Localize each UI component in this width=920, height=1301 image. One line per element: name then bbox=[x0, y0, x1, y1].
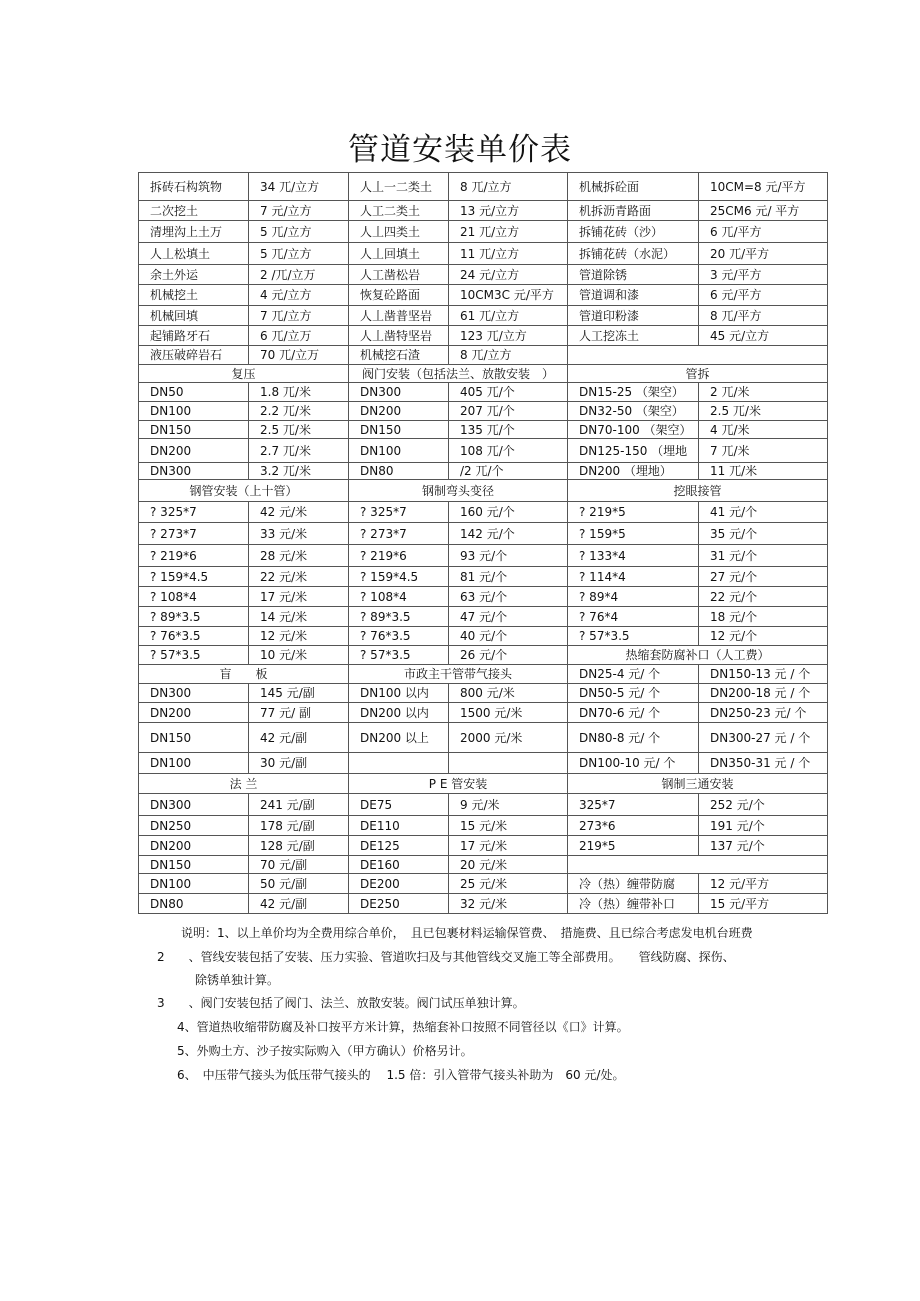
table-cell: 2.5 兀/米 bbox=[699, 402, 828, 421]
table-cell: 人工挖冻土 bbox=[568, 326, 699, 346]
table-cell: 40 元/个 bbox=[449, 627, 568, 646]
section-header-row bbox=[139, 665, 828, 684]
table-cell: ? 57*3.5 bbox=[349, 646, 449, 665]
table-row bbox=[139, 502, 828, 523]
section-title: 法 兰 bbox=[139, 774, 349, 794]
table-row bbox=[139, 243, 828, 265]
table-cell: ? 325*7 bbox=[139, 502, 249, 523]
table-cell: 70 兀/立万 bbox=[249, 346, 349, 365]
table-cell: 137 元/个 bbox=[699, 836, 828, 856]
table-cell: 拆砖石构筑物 bbox=[139, 173, 249, 201]
table-cell: DN200-18 元 / 个 bbox=[699, 684, 828, 703]
table-cell: DE250 bbox=[349, 894, 449, 914]
table-cell: 191 元/个 bbox=[699, 816, 828, 836]
table-cell: 人工二类土 bbox=[349, 201, 449, 221]
table-row bbox=[139, 383, 828, 402]
section-title: 市政主干管带气接头 bbox=[349, 665, 568, 684]
table-cell: 2 /兀/立万 bbox=[249, 265, 349, 285]
table-cell: DN100-10 元/ 个 bbox=[568, 753, 699, 774]
table-row bbox=[139, 173, 828, 201]
table-cell: 5 兀/立方 bbox=[249, 243, 349, 265]
table-row bbox=[139, 816, 828, 836]
table-row bbox=[139, 285, 828, 306]
table-cell: 14 元/米 bbox=[249, 607, 349, 627]
table-cell: 178 元/副 bbox=[249, 816, 349, 836]
table-cell: DE75 bbox=[349, 794, 449, 816]
table-cell: DN200 以内 bbox=[349, 703, 449, 723]
table-cell: 起铺路牙石 bbox=[139, 326, 249, 346]
table-cell: 15 元/米 bbox=[449, 816, 568, 836]
table-cell: DN100 bbox=[349, 439, 449, 463]
table-cell: ? 159*5 bbox=[568, 523, 699, 545]
table-cell: ? 159*4.5 bbox=[349, 567, 449, 587]
note-line: 6、 中压带气接头为低压带气接头的 1.5 倍：引入管带气接头补助为 60 元/处。 bbox=[177, 1068, 625, 1082]
price-table bbox=[138, 172, 828, 914]
table-cell: 18 元/个 bbox=[699, 607, 828, 627]
table-row bbox=[139, 201, 828, 221]
table-cell: 2 兀/米 bbox=[699, 383, 828, 402]
table-row bbox=[139, 894, 828, 914]
table-cell bbox=[568, 856, 828, 874]
table-cell: 15 元/平方 bbox=[699, 894, 828, 914]
table-cell: 42 元/副 bbox=[249, 894, 349, 914]
table-cell: DN200 bbox=[349, 402, 449, 421]
table-row bbox=[139, 306, 828, 326]
note-line: 说明：1、以上单价均为全费用综合单价， 且已包裹材料运输保管费、 措施费、且已综合考虑发电机台班费 bbox=[181, 926, 753, 940]
table-cell: 液压破碎岩石 bbox=[139, 346, 249, 365]
table-cell: 7 兀/立方 bbox=[249, 306, 349, 326]
table-cell: 5 兀/立方 bbox=[249, 221, 349, 243]
table-cell: 13 元/立方 bbox=[449, 201, 568, 221]
table-cell: ? 89*4 bbox=[568, 587, 699, 607]
table-cell: 30 元/副 bbox=[249, 753, 349, 774]
table-cell: DN100 以内 bbox=[349, 684, 449, 703]
table-row bbox=[139, 523, 828, 545]
table-row bbox=[139, 836, 828, 856]
table-cell: 冷（热）缠带防腐 bbox=[568, 874, 699, 894]
table-cell: 机械拆砼面 bbox=[568, 173, 699, 201]
table-cell: DN300-27 元 / 个 bbox=[699, 723, 828, 753]
table-cell: 42 元/副 bbox=[249, 723, 349, 753]
table-cell: DN25-4 元/ 个 bbox=[568, 665, 699, 684]
table-cell: 135 兀/个 bbox=[449, 421, 568, 439]
table-cell: ? 108*4 bbox=[349, 587, 449, 607]
table-cell: 8 兀/立方 bbox=[449, 173, 568, 201]
table-cell: DN50-5 元/ 个 bbox=[568, 684, 699, 703]
table-cell: DN300 bbox=[139, 463, 249, 480]
table-cell: 252 元/个 bbox=[699, 794, 828, 816]
note-line: 4、管道热收缩带防腐及补口按平方米计算，热缩套补口按照不同管径以《口》计算。 bbox=[177, 1020, 629, 1034]
table-cell: DN50 bbox=[139, 383, 249, 402]
table-cell: 81 元/个 bbox=[449, 567, 568, 587]
table-row bbox=[139, 346, 828, 365]
table-row bbox=[139, 326, 828, 346]
table-cell: 207 兀/个 bbox=[449, 402, 568, 421]
table-cell: ? 57*3.5 bbox=[568, 627, 699, 646]
table-cell: 11 兀/米 bbox=[699, 463, 828, 480]
table-cell: 12 元/米 bbox=[249, 627, 349, 646]
table-cell: ? 76*3.5 bbox=[139, 627, 249, 646]
table-cell: 拆铺花砖（沙） bbox=[568, 221, 699, 243]
table-cell: 拆铺花砖（水泥） bbox=[568, 243, 699, 265]
table-cell: DN200 bbox=[139, 439, 249, 463]
table-cell: ? 133*4 bbox=[568, 545, 699, 567]
table-cell: 93 元/个 bbox=[449, 545, 568, 567]
table-cell: DN70-100 （架空） bbox=[568, 421, 699, 439]
table-cell: ? 76*4 bbox=[568, 607, 699, 627]
section-title: 挖眼接管 bbox=[568, 480, 828, 502]
table-cell: 二次挖土 bbox=[139, 201, 249, 221]
table-cell: 70 元/副 bbox=[249, 856, 349, 874]
table-cell: DN150-13 元 / 个 bbox=[699, 665, 828, 684]
table-cell: 7 元/立方 bbox=[249, 201, 349, 221]
table-cell: DN80 bbox=[349, 463, 449, 480]
table-cell: 8 兀/立方 bbox=[449, 346, 568, 365]
table-cell: ? 114*4 bbox=[568, 567, 699, 587]
table-cell: 3.2 兀/米 bbox=[249, 463, 349, 480]
table-cell: 人丄松填土 bbox=[139, 243, 249, 265]
table-cell: DN80-8 元/ 个 bbox=[568, 723, 699, 753]
table-cell: ? 325*7 bbox=[349, 502, 449, 523]
table-cell: ? 57*3.5 bbox=[139, 646, 249, 665]
table-cell: 47 元/个 bbox=[449, 607, 568, 627]
table-cell: DN350-31 元 / 个 bbox=[699, 753, 828, 774]
table-cell: 145 元/副 bbox=[249, 684, 349, 703]
table-cell: 50 元/副 bbox=[249, 874, 349, 894]
table-row bbox=[139, 567, 828, 587]
table-cell: 机械挖石渣 bbox=[349, 346, 449, 365]
table-cell: 3 元/平方 bbox=[699, 265, 828, 285]
section-title: 钢管安装（上十管） bbox=[139, 480, 349, 502]
table-cell: DE200 bbox=[349, 874, 449, 894]
table-cell: 2000 元/米 bbox=[449, 723, 568, 753]
section-title: 盲 板 bbox=[139, 665, 349, 684]
table-cell: DN70-6 元/ 个 bbox=[568, 703, 699, 723]
table-cell: DN250-23 元/ 个 bbox=[699, 703, 828, 723]
table-cell: ? 159*4.5 bbox=[139, 567, 249, 587]
table-cell: 31 元/个 bbox=[699, 545, 828, 567]
table-cell: DN300 bbox=[349, 383, 449, 402]
table-row bbox=[139, 627, 828, 646]
table-cell: 10CM3C 元/平方 bbox=[449, 285, 568, 306]
table-cell: 机拆沥青路面 bbox=[568, 201, 699, 221]
table-cell: 142 元/个 bbox=[449, 523, 568, 545]
table-cell: DN200 以上 bbox=[349, 723, 449, 753]
table-row bbox=[139, 753, 828, 774]
table-cell: 123 兀/立方 bbox=[449, 326, 568, 346]
table-cell: 61 兀/立方 bbox=[449, 306, 568, 326]
table-cell: 12 元/平方 bbox=[699, 874, 828, 894]
table-cell: 2.7 兀/米 bbox=[249, 439, 349, 463]
table-row bbox=[139, 794, 828, 816]
section-title: 钢制弯头变径 bbox=[349, 480, 568, 502]
table-cell: 219*5 bbox=[568, 836, 699, 856]
table-cell: DN150 bbox=[139, 421, 249, 439]
table-cell: 2.2 兀/米 bbox=[249, 402, 349, 421]
table-cell: 人丄凿普坚岩 bbox=[349, 306, 449, 326]
table-cell: 7 兀/米 bbox=[699, 439, 828, 463]
table-cell: 20 元/米 bbox=[449, 856, 568, 874]
note-line: 5、外购土方、沙子按实际购入（甲方确认）价格另计。 bbox=[177, 1044, 473, 1058]
section-header-row bbox=[139, 365, 828, 383]
table-cell: 25 元/米 bbox=[449, 874, 568, 894]
table-cell: 机械挖土 bbox=[139, 285, 249, 306]
table-cell: 冷（热）缠带补口 bbox=[568, 894, 699, 914]
table-row bbox=[139, 265, 828, 285]
table-cell: ? 219*6 bbox=[139, 545, 249, 567]
table-cell: 管道印粉漆 bbox=[568, 306, 699, 326]
table-row bbox=[139, 856, 828, 874]
table-cell: 63 元/个 bbox=[449, 587, 568, 607]
table-cell: 1.8 兀/米 bbox=[249, 383, 349, 402]
table-cell: 人丄凿特坚岩 bbox=[349, 326, 449, 346]
note-line: 2 、管线安装包括了安装、压力实验、管道吹扫及与其他管线交叉施工等全部费用。 管线防腐、探伤、 bbox=[157, 950, 735, 964]
table-cell: 17 元/米 bbox=[249, 587, 349, 607]
table-cell: ? 273*7 bbox=[349, 523, 449, 545]
section-title: 管拆 bbox=[568, 365, 828, 383]
table-cell: 人丄一二类土 bbox=[349, 173, 449, 201]
table-cell: ? 219*6 bbox=[349, 545, 449, 567]
table-cell: DN150 bbox=[139, 856, 249, 874]
section-header-row bbox=[139, 480, 828, 502]
table-row bbox=[139, 607, 828, 627]
table-cell: 12 元/个 bbox=[699, 627, 828, 646]
table-cell: ? 89*3.5 bbox=[139, 607, 249, 627]
table-cell: DN100 bbox=[139, 402, 249, 421]
table-cell: DE110 bbox=[349, 816, 449, 836]
table-cell: ? 76*3.5 bbox=[349, 627, 449, 646]
table-cell: 6 兀/平方 bbox=[699, 221, 828, 243]
table-cell: DN100 bbox=[139, 753, 249, 774]
table-cell: 160 元/个 bbox=[449, 502, 568, 523]
table-cell: 恢复砼路面 bbox=[349, 285, 449, 306]
table-cell: ? 273*7 bbox=[139, 523, 249, 545]
table-cell: 2.5 兀/米 bbox=[249, 421, 349, 439]
table-cell: 人丄四类土 bbox=[349, 221, 449, 243]
table-cell: 41 元/个 bbox=[699, 502, 828, 523]
table-cell: 20 兀/平方 bbox=[699, 243, 828, 265]
table-cell bbox=[449, 753, 568, 774]
table-row bbox=[139, 703, 828, 723]
table-cell: 128 元/副 bbox=[249, 836, 349, 856]
table-cell: DN300 bbox=[139, 794, 249, 816]
table-cell: DN80 bbox=[139, 894, 249, 914]
table-cell: 22 元/米 bbox=[249, 567, 349, 587]
table-cell: 人工凿松岩 bbox=[349, 265, 449, 285]
table-row bbox=[139, 646, 828, 665]
table-cell: 24 元/立方 bbox=[449, 265, 568, 285]
section-title: 钢制三通安装 bbox=[568, 774, 828, 794]
table-cell: 10 元/米 bbox=[249, 646, 349, 665]
table-cell: 8 兀/平方 bbox=[699, 306, 828, 326]
table-cell: 9 元/米 bbox=[449, 794, 568, 816]
table-cell: ? 219*5 bbox=[568, 502, 699, 523]
table-cell: 21 兀/立方 bbox=[449, 221, 568, 243]
table-cell: 17 元/米 bbox=[449, 836, 568, 856]
table-row bbox=[139, 221, 828, 243]
table-cell: DN100 bbox=[139, 874, 249, 894]
table-cell: DN200 bbox=[139, 836, 249, 856]
note-line: 除锈单独计算。 bbox=[195, 973, 280, 987]
section-title: P E 管安装 bbox=[349, 774, 568, 794]
table-cell: 108 兀/个 bbox=[449, 439, 568, 463]
table-cell: 325*7 bbox=[568, 794, 699, 816]
table-cell: 33 元/米 bbox=[249, 523, 349, 545]
table-cell: 4 元/立方 bbox=[249, 285, 349, 306]
table-cell bbox=[349, 753, 449, 774]
table-cell: DE125 bbox=[349, 836, 449, 856]
table-cell: 1500 元/米 bbox=[449, 703, 568, 723]
table-cell: 人丄回填土 bbox=[349, 243, 449, 265]
table-cell: 26 元/个 bbox=[449, 646, 568, 665]
table-cell: 35 元/个 bbox=[699, 523, 828, 545]
table-cell: DN150 bbox=[349, 421, 449, 439]
table-cell: /2 兀/个 bbox=[449, 463, 568, 480]
table-cell: 10CM=8 元/平方 bbox=[699, 173, 828, 201]
table-cell: DN32-50 （架空） bbox=[568, 402, 699, 421]
page-title: 管道安装单价表 bbox=[348, 132, 572, 168]
table-cell: 273*6 bbox=[568, 816, 699, 836]
note-line: 3 、阀门安装包括了阀门、法兰、放散安装。阀门试压单独计算。 bbox=[157, 996, 525, 1010]
table-cell: 管道除锈 bbox=[568, 265, 699, 285]
table-cell: DN15-25 （架空） bbox=[568, 383, 699, 402]
table-cell: 余土外运 bbox=[139, 265, 249, 285]
table-cell bbox=[568, 346, 828, 365]
table-cell: 34 兀/立方 bbox=[249, 173, 349, 201]
table-row bbox=[139, 874, 828, 894]
table-cell: 77 元/ 副 bbox=[249, 703, 349, 723]
table-cell: DN125-150 （埋地 bbox=[568, 439, 699, 463]
table-cell: DN200 bbox=[139, 703, 249, 723]
table-cell: 241 元/副 bbox=[249, 794, 349, 816]
table-row bbox=[139, 439, 828, 463]
table-cell: 22 元/个 bbox=[699, 587, 828, 607]
table-row bbox=[139, 684, 828, 703]
table-cell: DE160 bbox=[349, 856, 449, 874]
table-cell: 405 兀/个 bbox=[449, 383, 568, 402]
table-cell: 管道调和漆 bbox=[568, 285, 699, 306]
table-cell: 27 元/个 bbox=[699, 567, 828, 587]
table-cell: DN200 （埋地） bbox=[568, 463, 699, 480]
table-cell: 6 兀/立万 bbox=[249, 326, 349, 346]
table-cell: ? 108*4 bbox=[139, 587, 249, 607]
section-title: 复压 bbox=[139, 365, 349, 383]
section-title: 阀门安装（包括法兰、放散安装 ） bbox=[349, 365, 568, 383]
table-row bbox=[139, 723, 828, 753]
table-row bbox=[139, 587, 828, 607]
table-cell: 25CM6 元/ 平方 bbox=[699, 201, 828, 221]
table-cell: 32 元/米 bbox=[449, 894, 568, 914]
section-header-row bbox=[139, 774, 828, 794]
table-row bbox=[139, 402, 828, 421]
table-cell: 清埋沟上土万 bbox=[139, 221, 249, 243]
table-cell: 28 元/米 bbox=[249, 545, 349, 567]
table-cell: 45 元/立方 bbox=[699, 326, 828, 346]
table-cell: 4 兀/米 bbox=[699, 421, 828, 439]
table-row bbox=[139, 463, 828, 480]
table-cell: DN300 bbox=[139, 684, 249, 703]
table-row bbox=[139, 421, 828, 439]
table-cell: ? 89*3.5 bbox=[349, 607, 449, 627]
table-row bbox=[139, 545, 828, 567]
table-cell: DN150 bbox=[139, 723, 249, 753]
table-cell: DN250 bbox=[139, 816, 249, 836]
table-cell: 6 元/平方 bbox=[699, 285, 828, 306]
table-cell: 11 兀/立方 bbox=[449, 243, 568, 265]
table-cell: 机械回填 bbox=[139, 306, 249, 326]
section-title: 热缩套防腐补口（人工费） bbox=[568, 646, 828, 665]
table-cell: 42 元/米 bbox=[249, 502, 349, 523]
table-cell: 800 元/米 bbox=[449, 684, 568, 703]
